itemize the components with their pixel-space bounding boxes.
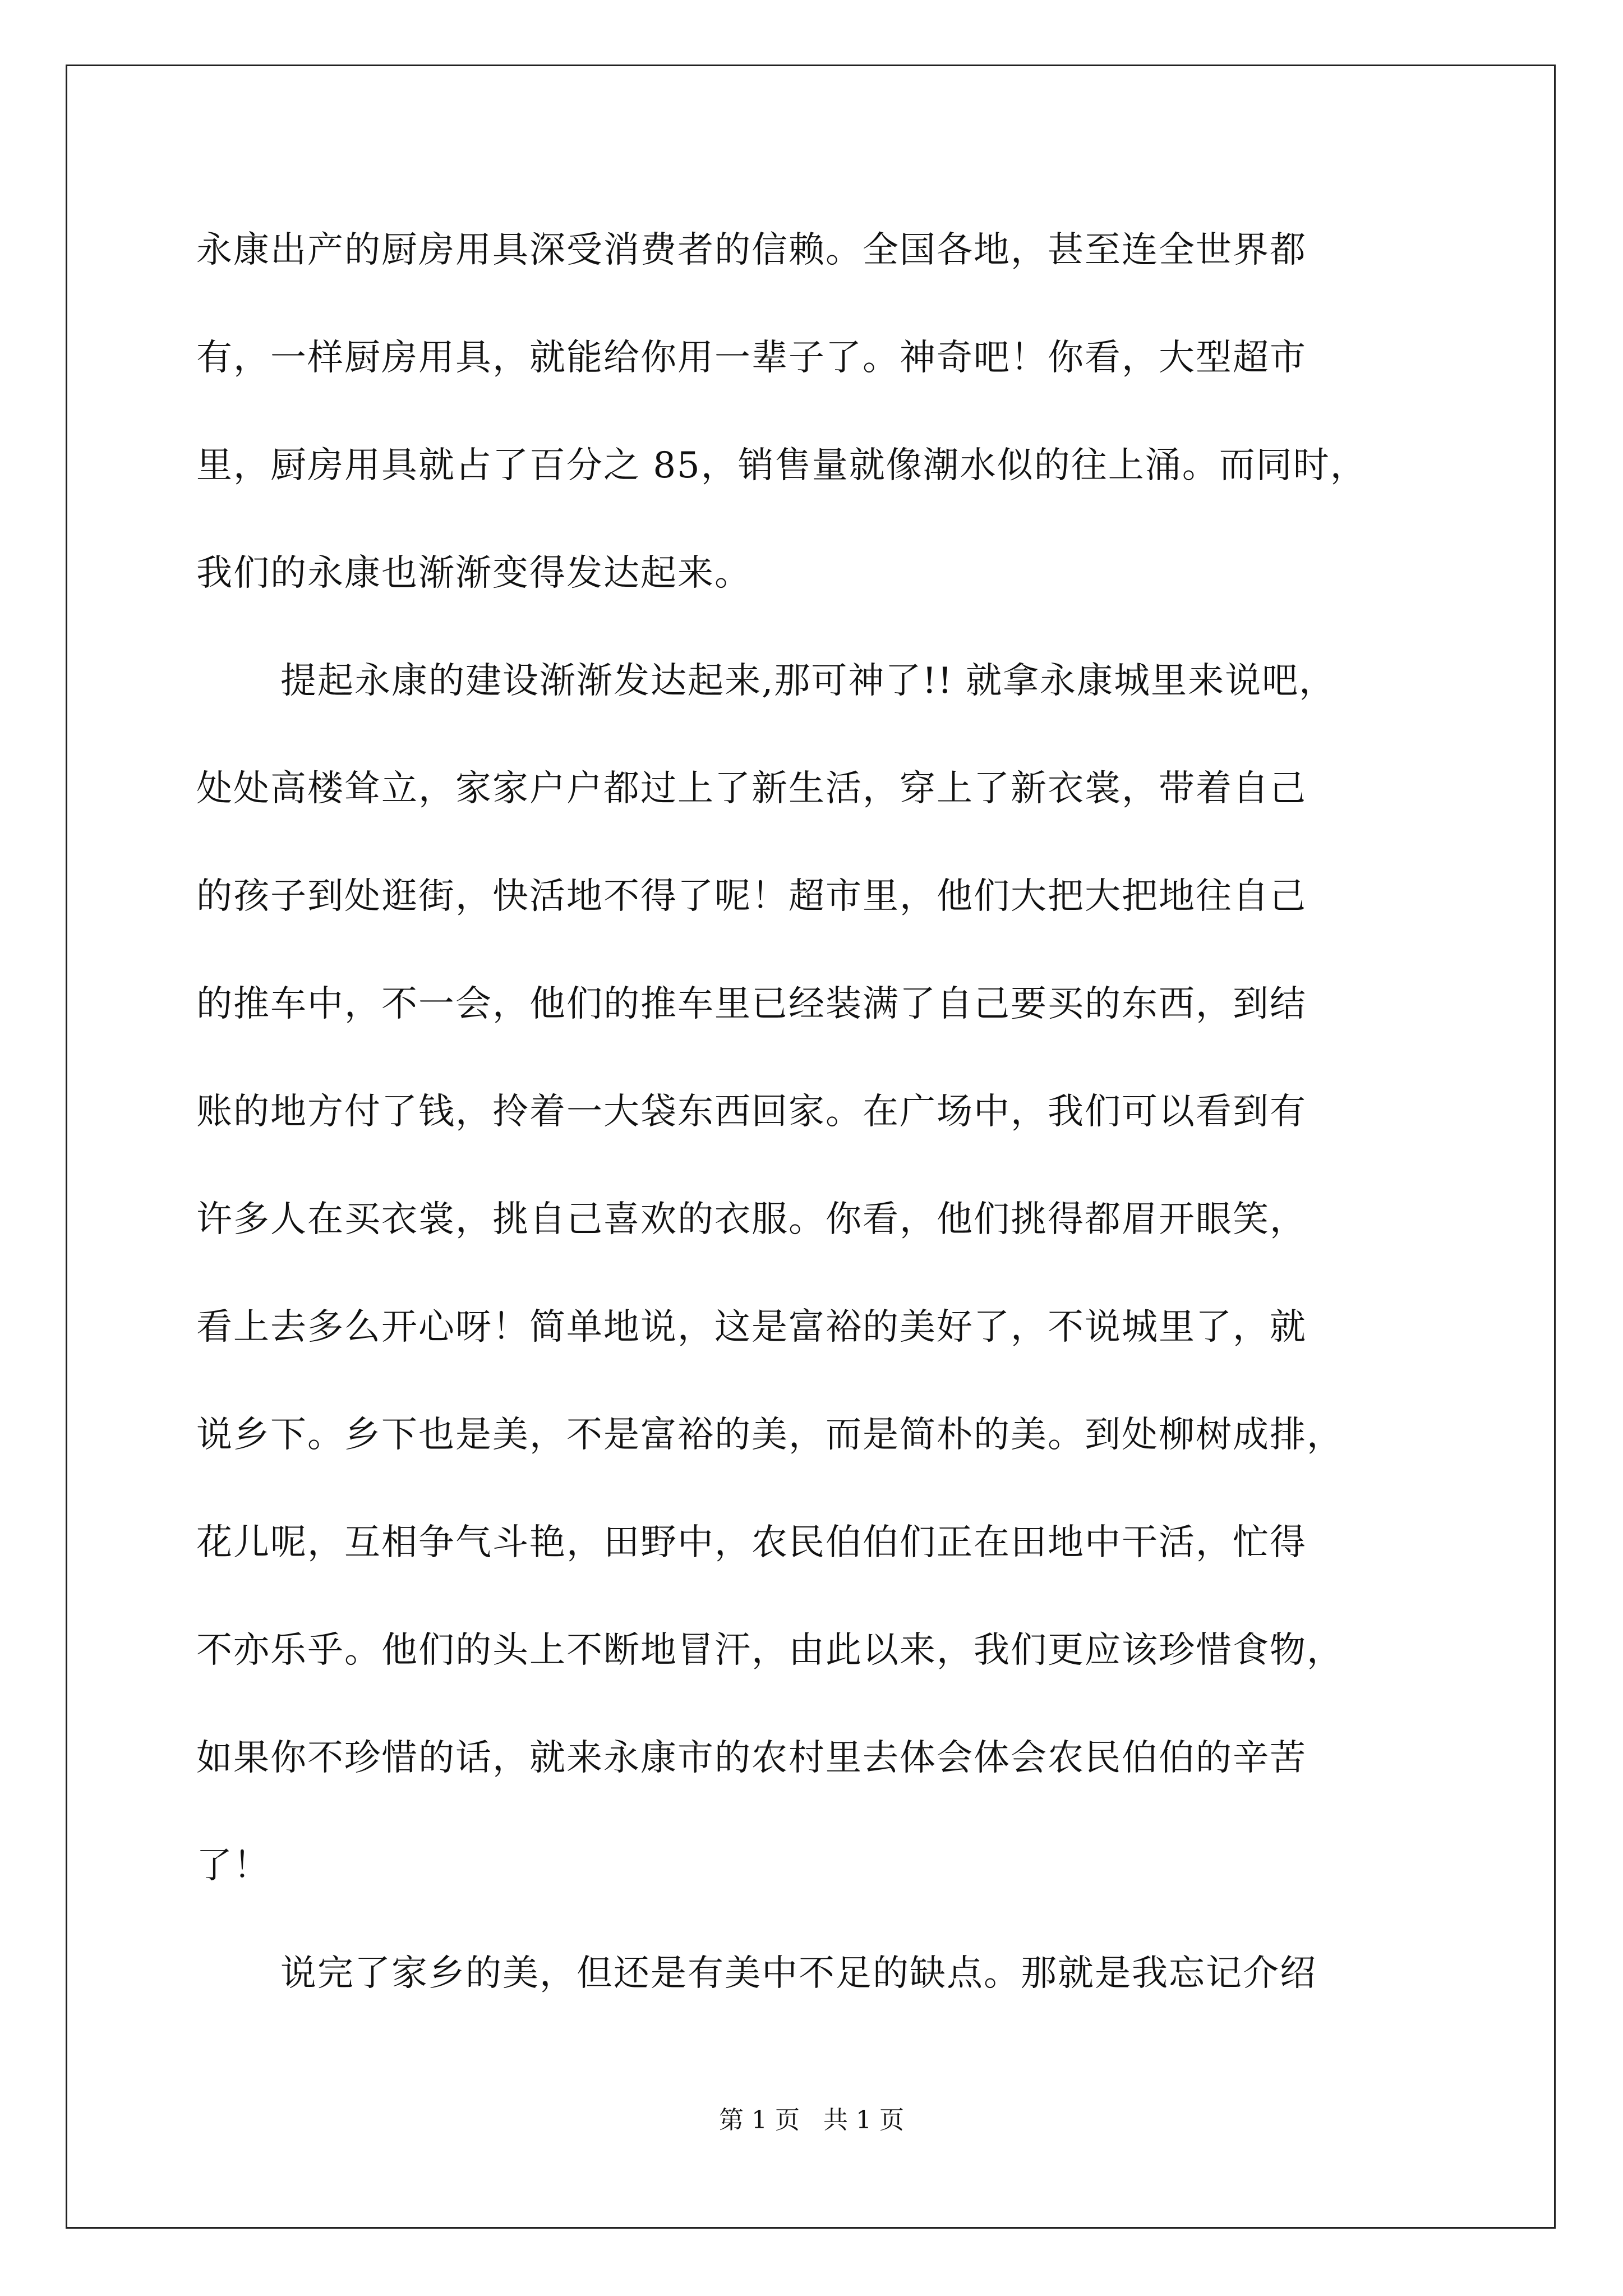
text-line: 的推车中，不一会，他们的推车里已经装满了自己要买的东西，到结 — [196, 983, 1307, 1025]
text-line: 了！ — [196, 1845, 270, 1887]
text-line: 里，厨房用具就占了百分之 85，销售量就像潮水似的往上涌。而同时， — [196, 445, 1367, 486]
document-body — [196, 196, 1464, 2027]
text-line: 的孩子到处逛街，快活地不得了呢！超市里，他们大把大把地往自己 — [196, 876, 1307, 917]
text-line: 有，一样厨房用具，就能给你用一辈子了。神奇吧！你看，大型超市 — [196, 337, 1307, 379]
text-line: 说乡下。乡下也是美，不是富裕的美，而是简朴的美。到处柳树成排， — [196, 1414, 1344, 1456]
text-line: 处处高楼耸立，家家户户都过上了新生活，穿上了新衣裳，带着自己 — [196, 768, 1307, 809]
text-line: 不亦乐乎。他们的头上不断地冒汗，由此以来，我们更应该珍惜食物， — [196, 1630, 1344, 1671]
text-line: 提起永康的建设渐渐发达起来,那可神了!! 就拿永康城里来说吧， — [280, 660, 1336, 702]
text-line: 许多人在买衣裳，挑自己喜欢的衣服。你看，他们挑得都眉开眼笑， — [196, 1199, 1307, 1240]
page-footer: 第 1 页 共 1 页 — [719, 2106, 904, 2134]
text-line: 如果你不珍惜的话，就来永康市的农村里去体会体会农民伯伯的辛苦 — [196, 1737, 1307, 1779]
text-line: 永康出产的厨房用具深受消费者的信赖。全国各地，甚至连全世界都 — [196, 229, 1307, 271]
text-line: 花儿呢，互相争气斗艳，田野中，农民伯伯们正在田地中干活，忙得 — [196, 1522, 1307, 1563]
text-line: 说完了家乡的美，但还是有美中不足的缺点。那就是我忘记介绍 — [280, 1953, 1317, 1994]
text-line: 账的地方付了钱，拎着一大袋东西回家。在广场中，我们可以看到有 — [196, 1091, 1307, 1133]
text-line: 我们的永康也渐渐变得发达起来。 — [196, 553, 751, 594]
text-line: 看上去多么开心呀！简单地说，这是富裕的美好了，不说城里了，就 — [196, 1306, 1307, 1348]
